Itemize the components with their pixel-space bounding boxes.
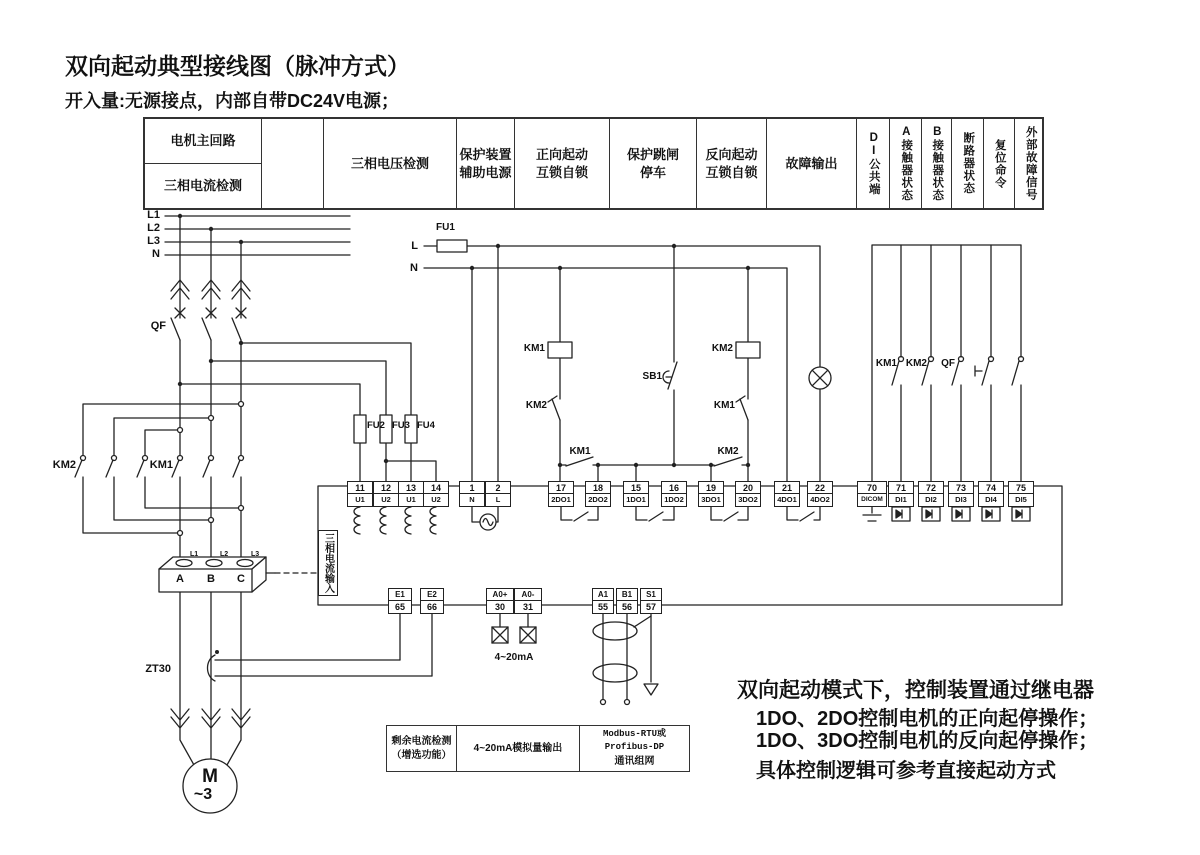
fu4-label: FU4 — [417, 420, 435, 431]
junction-dots-control — [470, 244, 750, 467]
km2-nc-contact-icon — [548, 396, 560, 420]
terminal-1: 1 N — [459, 481, 485, 507]
header-cell-reverse-start: 反向起动 互锁自锁 — [697, 119, 767, 208]
page-title: 双向起动典型接线图（脉冲方式） — [65, 53, 410, 79]
note-line1: 双向起动模式下，控制装置通过继电器 — [737, 679, 1094, 702]
motor-phase-label: ~3 — [193, 786, 213, 803]
km2-no-contact-icon — [714, 457, 742, 466]
di-qf-label: QF — [941, 358, 955, 369]
ct-b-label: B — [207, 573, 215, 585]
km1-nc-label: KM1 — [713, 400, 735, 411]
terminal-13: 13 U1 — [398, 481, 424, 507]
power-l2-label: L2 — [147, 222, 160, 234]
terminal-21: 21 4DO1 — [774, 481, 800, 507]
ct-a-label: A — [176, 573, 184, 585]
km1-nc-contact-icon — [736, 396, 748, 420]
di-km2-label: KM2 — [905, 358, 927, 369]
terminal-b1: B1 56 — [616, 588, 638, 614]
fu2-label: FU2 — [367, 420, 385, 431]
ct-c-label: C — [237, 573, 245, 585]
header-motor-main: 电机主回路 — [145, 119, 261, 164]
km2-coil-label: KM2 — [711, 343, 733, 354]
km1-bank-label: KM1 — [149, 459, 173, 471]
terminal-18: 18 2DO2 — [585, 481, 611, 507]
terminal-12: 12 U2 — [373, 481, 399, 507]
qf-breaker-icon — [171, 308, 246, 340]
fu2-fuse-icon — [354, 415, 366, 443]
internal-psu-icon — [472, 507, 498, 530]
terminal-a0minus: A0- 31 — [514, 588, 542, 614]
fu3-label: FU3 — [392, 420, 410, 431]
sb1-label: SB1 — [642, 371, 662, 382]
km2-nc-label: KM2 — [525, 400, 547, 411]
terminal-s1: S1 57 — [640, 588, 662, 614]
header-cell-contactor-a: A接触器状态 — [890, 119, 922, 208]
note-line3: 1DO、3DO控制电机的反向起停操作； — [756, 730, 1099, 752]
terminal-e2: E2 66 — [420, 588, 444, 614]
km2-no-label: KM2 — [717, 446, 739, 457]
do-relay-contact-icons — [561, 507, 820, 521]
ct-input-label-box: 三相电流输入 — [318, 530, 338, 596]
km2-bank-label: KM2 — [52, 459, 76, 471]
header-cell-contactor-b: B接触器状态 — [922, 119, 952, 208]
terminal-71: 71 DI1 — [888, 481, 914, 507]
terminal-14: 14 U2 — [423, 481, 449, 507]
analog-function-box: 4~20mA模拟量输出 — [456, 725, 580, 772]
terminal-20: 20 3DO2 — [735, 481, 761, 507]
terminal-2: 2 L — [485, 481, 511, 507]
header-cell-trip-stop: 保护跳闸 停车 — [610, 119, 697, 208]
header-cell-aux-power: 保护装置 辅助电源 — [457, 119, 515, 208]
comm-cable-icons — [593, 613, 658, 705]
terminal-16: 16 1DO2 — [661, 481, 687, 507]
header-cell-motor — [145, 119, 262, 208]
zt30-label: ZT30 — [145, 663, 171, 675]
rail-stubs — [598, 465, 711, 481]
terminal-75: 75 DI5 — [1008, 481, 1034, 507]
page-subtitle: 开入量:无源接点，内部自带DC24V电源； — [65, 91, 400, 111]
terminal-74: 74 DI4 — [978, 481, 1004, 507]
rcd-wires — [400, 613, 432, 676]
km1-coil-icon — [548, 342, 572, 358]
power-l3-label: L3 — [147, 235, 160, 247]
terminal-a0plus: A0+ 30 — [486, 588, 514, 614]
header-cell-fault-output: 故障输出 — [767, 119, 857, 208]
sb1-button-icon — [663, 362, 677, 389]
analog-signal-label: 4~20mA — [494, 652, 534, 663]
header-cell-ext-fault: 外部故障信号 — [1024, 126, 1037, 201]
di-km1-label: KM1 — [875, 358, 897, 369]
header-cell-voltage: 三相电压检测 — [324, 119, 457, 208]
header-cell-forward-start: 正向起动 互锁自锁 — [515, 119, 610, 208]
terminal-73: 73 DI3 — [948, 481, 974, 507]
terminal-72: 72 DI2 — [918, 481, 944, 507]
control-l-label: L — [411, 240, 418, 252]
analog-wires — [500, 613, 528, 627]
terminal-11: 11 U1 — [347, 481, 373, 507]
power-n-label: N — [152, 248, 160, 260]
terminal-a1: A1 55 — [592, 588, 614, 614]
ct-l3-label: L3 — [251, 551, 260, 558]
fu1-fuse-icon — [437, 240, 467, 252]
di-internal-icons — [863, 507, 1030, 521]
function-header-table — [143, 117, 1044, 210]
qf-label: QF — [150, 320, 166, 332]
analog-transducer-icons — [492, 627, 536, 643]
terminal-17: 17 2DO1 — [548, 481, 574, 507]
power-l1-label: L1 — [147, 209, 160, 221]
note-line2: 1DO、2DO控制电机的正向起停操作； — [756, 708, 1099, 730]
fu1-label: FU1 — [436, 222, 455, 233]
km1-coil-label: KM1 — [523, 343, 545, 354]
note-line4: 具体控制逻辑可参考直接起动方式 — [756, 760, 1056, 782]
rcd-function-box: 剩余电流检测 （增选功能） — [386, 725, 457, 772]
ct-l2-label: L2 — [220, 551, 229, 558]
header-current-detect: 三相电流检测 — [163, 178, 242, 194]
control-l-line — [424, 246, 820, 481]
terminal-22: 22 4DO2 — [807, 481, 833, 507]
km1-no-label: KM1 — [569, 446, 591, 457]
control-n-label: N — [410, 262, 418, 274]
pt-winding-icons — [354, 507, 436, 534]
km1-no-contact-icon — [566, 457, 593, 466]
phase-c-line — [227, 242, 241, 765]
motor-m-label: M — [202, 766, 218, 787]
km2-coil-icon — [736, 342, 760, 358]
terminal-15: 15 1DO1 — [623, 481, 649, 507]
terminal-19: 19 3DO1 — [698, 481, 724, 507]
ct-l1-label: L1 — [190, 551, 199, 558]
terminal-70: 70 DICOM — [857, 481, 887, 507]
header-cell-breaker-status: 断路器状态 — [952, 119, 984, 208]
header-cell-reset-cmd: 复位命令 — [984, 119, 1015, 208]
comm-function-box: Modbus-RTU或 Profibus-DP 通讯组网 — [579, 725, 690, 772]
phase-a-line — [180, 216, 194, 765]
header-cell-empty — [262, 119, 324, 208]
header-cell-di-common: DI公共端 — [857, 119, 890, 208]
incoming-power-lines — [165, 216, 350, 255]
terminal-e1: E1 65 — [388, 588, 412, 614]
